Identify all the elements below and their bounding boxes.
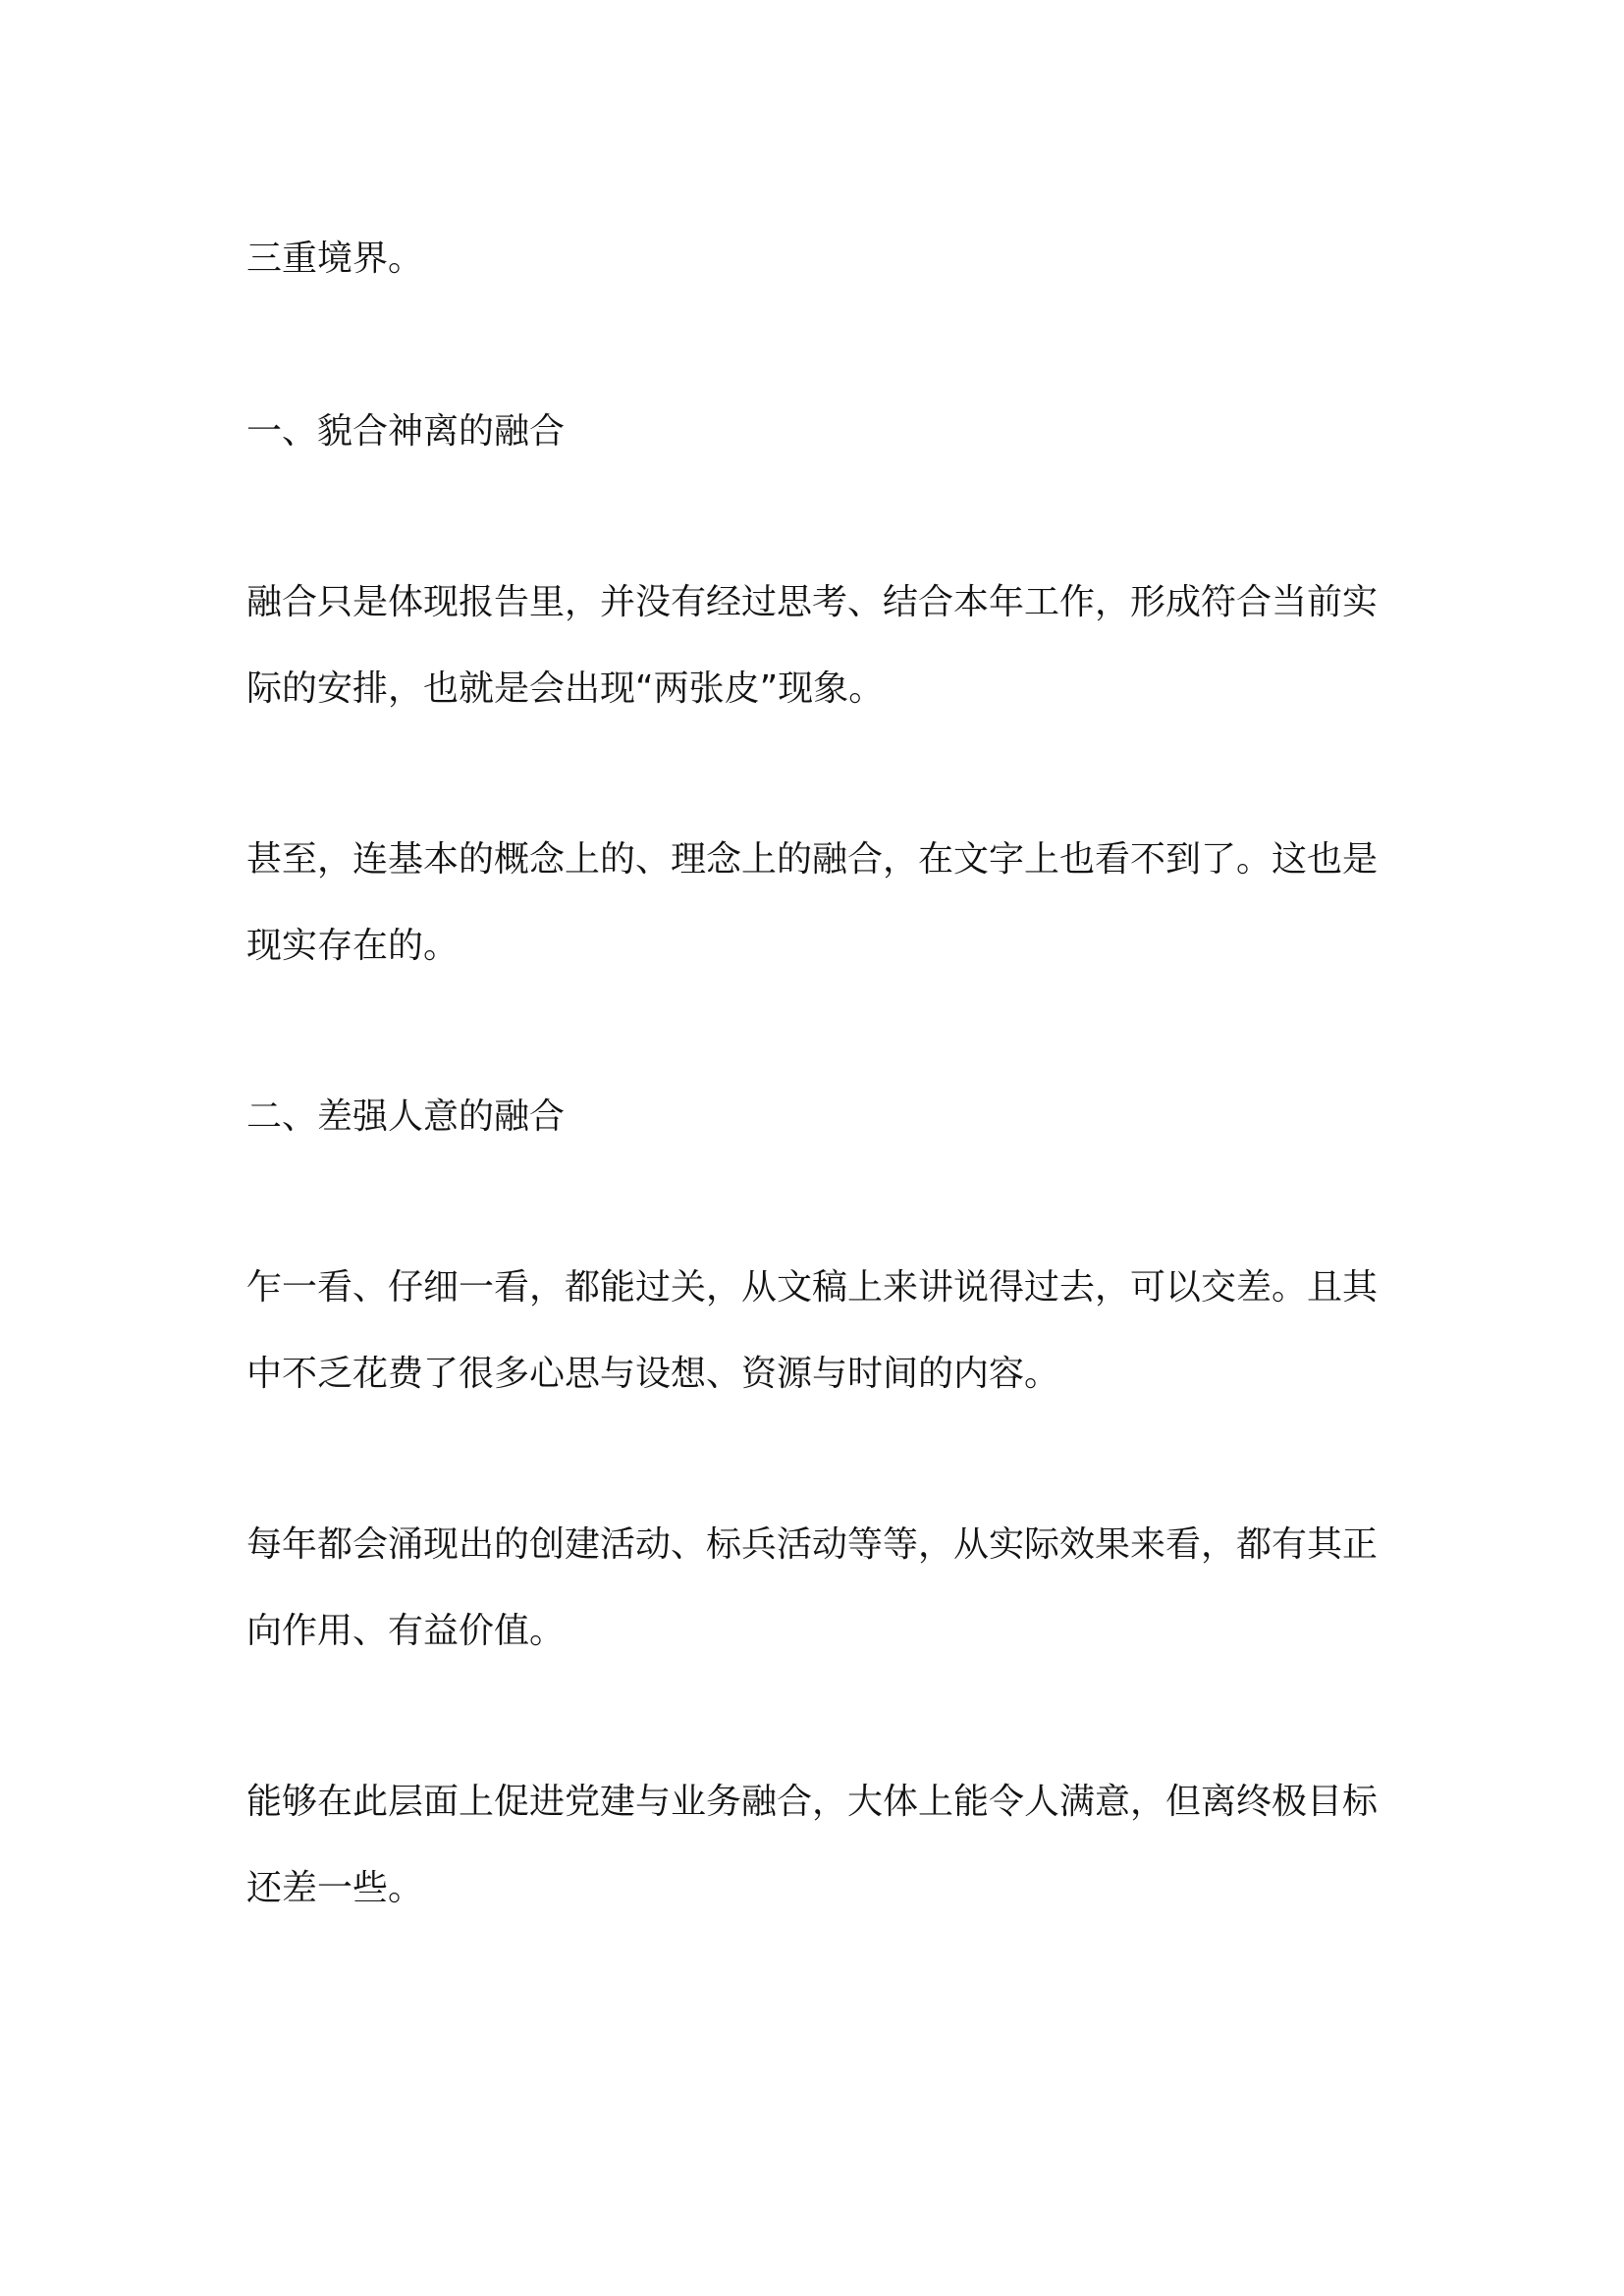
- section-heading-two: 二、差强人意的融合: [246, 1096, 566, 1137]
- paragraph-line: 际的安排，也就是会出现“两张皮”现象。: [246, 668, 885, 709]
- paragraph-line: 甚至，连基本的概念上的、理念上的融合，在文字上也看不到了。这也是: [246, 839, 1379, 880]
- paragraph-line: 现实存在的。: [246, 926, 460, 966]
- paragraph-line-intro: 三重境界。: [246, 239, 424, 279]
- paragraph-line: 每年都会涌现出的创建活动、标兵活动等等，从实际效果来看，都有其正: [246, 1524, 1379, 1565]
- paragraph-line: 融合只是体现报告里，并没有经过思考、结合本年工作，形成符合当前实: [246, 582, 1379, 622]
- paragraph-line: 乍一看、仔细一看，都能过关，从文稿上来讲说得过去，可以交差。且其: [246, 1267, 1379, 1308]
- section-heading-one: 一、貌合神离的融合: [246, 411, 566, 452]
- paragraph-line: 向作用、有益价值。: [246, 1611, 566, 1651]
- paragraph-line: 还差一些。: [246, 1868, 424, 1908]
- paragraph-line: 能够在此层面上促进党建与业务融合，大体上能令人满意，但离终极目标: [246, 1782, 1379, 1822]
- paragraph-line: 中不乏花费了很多心思与设想、资源与时间的内容。: [246, 1354, 1060, 1394]
